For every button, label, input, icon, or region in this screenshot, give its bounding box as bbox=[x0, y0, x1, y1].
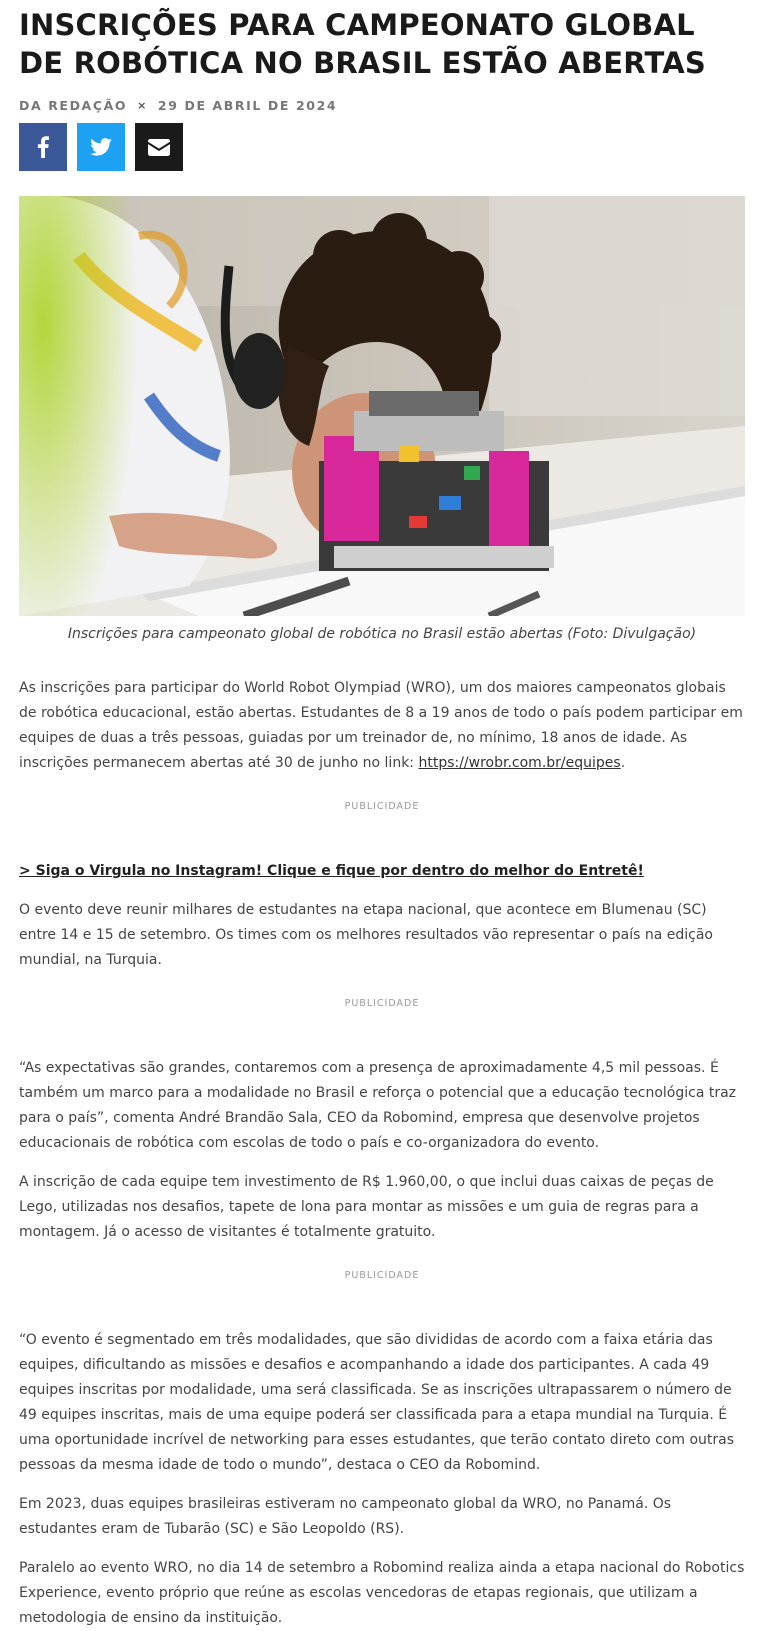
paragraph: O evento deve reunir milhares de estudantes na etapa nacional, que acontece em Blumenau (SC) entre 14 e 15 de setembro. Os times com os melhores resultados vão representar o país na edição mundial, na Turquia. bbox=[19, 902, 713, 968]
paragraph: Em 2023, duas equipes brasileiras estiveram no campeonato global da WRO, no Panamá. Os estudantes eram de Tubarão (SC) e São Leopoldo (RS). bbox=[19, 1496, 672, 1537]
ad-label: PUBLICIDADE bbox=[344, 801, 420, 812]
share-email-button[interactable] bbox=[135, 123, 183, 171]
paragraph bbox=[19, 676, 745, 776]
facebook-icon bbox=[37, 136, 49, 158]
article-title: INSCRIÇÕES PARA CAMPEONATO GLOBAL DE ROBÓTICA NO BRASIL ESTÃO ABERTAS bbox=[19, 8, 706, 80]
paragraph: Paralelo ao evento WRO, no dia 14 de setembro a Robomind realiza ainda a etapa nacional do Robotics Experience, evento próprio que reúne as escolas vencedoras de etapas regionais, que utilizam a metodologia de ensino da instituição. bbox=[19, 1560, 745, 1626]
photo-caption: Inscrições para campeonato global de robótica no Brasil estão abertas (Foto: Divulgação) bbox=[67, 626, 697, 642]
paragraph: A inscrição de cada equipe tem investimento de R$ 1.960,00, o que inclui duas caixas de peças de Lego, utilizadas nos desafios, tapete de lona para montar as missões e um guia de regras para a montagem. Já o acesso de visitantes é totalmente gratuito. bbox=[19, 1174, 714, 1240]
twitter-icon bbox=[90, 138, 112, 156]
paragraph: “As expectativas são grandes, contaremos com a presença de aproximadamente 4,5 mil pessoas. É também um marco para a modalidade no Brasil e reforça o potencial que a educação tecnológica traz para o país”, comenta André Brandão Sala, CEO da Robomind, empresa que desenvolve projetos educacionais de robótica com escolas de todo o país e co-organizadora do evento. bbox=[19, 1060, 737, 1151]
paragraph-end: . bbox=[620, 755, 626, 771]
instagram-promo-link[interactable]: > Siga o Virgula no Instagram! Clique e fique por dentro do melhor do Entretê! bbox=[19, 863, 644, 879]
publish-date: 29 DE ABRIL DE 2024 bbox=[157, 98, 338, 113]
article-meta bbox=[19, 98, 745, 113]
article bbox=[0, 6, 764, 1631]
article-photo bbox=[19, 196, 745, 616]
ad-label: PUBLICIDADE bbox=[344, 1270, 420, 1281]
author[interactable]: DA REDAÇÃO bbox=[19, 98, 128, 113]
share-twitter-button[interactable] bbox=[77, 123, 125, 171]
paragraph: “O evento é segmentado em três modalidades, que são divididas de acordo com a faixa etária das equipes, dificultando as missões e desafios e acompanhando a idade dos participantes. A cada 49 equipes inscritas por modalidade, uma será classificada. Se as inscrições ultrapassarem o número de 49 equipes inscritas, mais de uma equipe poderá ser classificada para a etapa mundial na Turquia. É uma oportunidade incrível de networking para esses estudantes, que terão contato direto com outras pessoas da mesma idade de todo o mundo”, destaca o CEO da Robomind. bbox=[19, 1332, 735, 1473]
meta-separator: × bbox=[137, 99, 148, 112]
share-facebook-button[interactable] bbox=[19, 123, 67, 171]
share-buttons bbox=[19, 123, 745, 171]
registration-link[interactable]: https://wrobr.com.br/equipes bbox=[418, 755, 621, 771]
article-body bbox=[19, 676, 745, 1631]
email-icon bbox=[148, 139, 170, 156]
ad-label: PUBLICIDADE bbox=[344, 998, 420, 1009]
paragraph-text: As inscrições para participar do World Robot Olympiad (WRO), um dos maiores campeonatos globais de robótica educacional, estão abertas. Estudantes de 8 a 19 anos de todo o país podem participar em equipes de duas a três pessoas, guiadas por um treinador de, no mínimo, 18 anos de idade. As inscrições permanecem abertas até 30 de junho no link: bbox=[19, 680, 743, 771]
